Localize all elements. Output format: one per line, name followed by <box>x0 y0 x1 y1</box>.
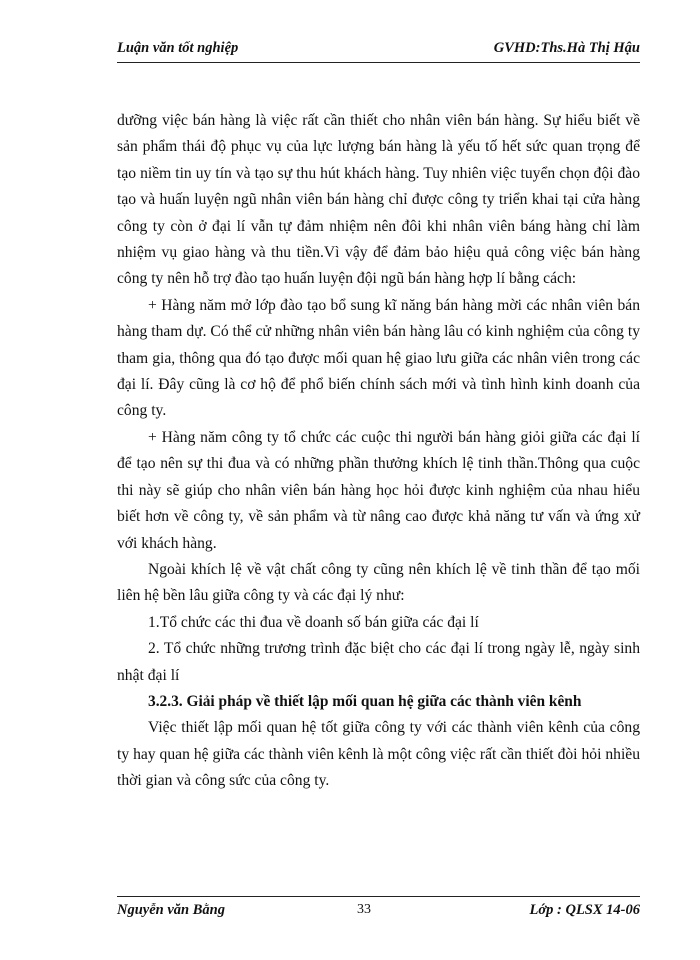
paragraph-channel-relations: Việc thiết lập mối quan hệ tốt giữa công ty với các thành viên kênh của công ty hay quan hệ giữa các thành viên kênh là một công việc rất cần thiết đòi hỏi nhiều thời gian và công sức của công ty. <box>117 719 640 790</box>
page-footer <box>117 896 640 921</box>
section-heading: 3.2.3. Giải pháp về thiết lập mối quan hệ giữa các thành viên kênh <box>148 692 582 710</box>
footer-class: Lớp : QLSX 14-06 <box>529 902 640 918</box>
footer-author: Nguyễn văn Bằng <box>117 902 225 918</box>
list-item-special-programs: 2. Tổ chức những trương trình đặc biệt cho các đại lí trong ngày lễ, ngày sinh nhật đại lí <box>117 640 640 684</box>
page-number: 33 <box>357 902 371 917</box>
paragraph-sales-contest: + Hàng năm công ty tổ chức các cuộc thi người bán hàng giỏi giữa các đại lí để tạo nên sự thi đua và có những phần thưởng khích lệ tinh thần.Thông qua cuộc thi này sẽ giúp cho nhân viên bán hàng học hỏi được kinh nghiệm của nhau hiểu biết hơn về công ty, về sản phẩm và từ nâng cao được khả năng tư vấn và ứng xử với khách hàng. <box>117 428 640 552</box>
list-item-sales-competition: 1.Tổ chức các thi đua về doanh số bán giữa các đại lí <box>148 613 479 631</box>
paragraph-spiritual-incentive: Ngoài khích lệ về vật chất công ty cũng nên khích lệ về tinh thần để tạo mối liên hệ bền lâu giữa công ty và các đại lý như: <box>117 560 640 605</box>
page-header <box>117 40 640 63</box>
page-body <box>117 108 640 795</box>
header-supervisor: GVHD:Ths.Hà Thị Hậu <box>493 40 640 56</box>
header-thesis-title: Luận văn tốt nghiệp <box>117 40 239 56</box>
paragraph-continuation: dưỡng việc bán hàng là việc rất cần thiết cho nhân viên bán hàng. Sự hiểu biết về sản phẩm thái độ phục vụ của lực lượng bán hàng là yếu tố hết sức quan trọng để tạo niềm tin uy tín và tạo sự thu hút khách hàng. Tuy nhiên việc tuyển chọn đội đào tạo và huấn luyện ngũ nhân viên bán hàng chỉ được công ty triển khai tại cửa hàng công ty còn ở đại lí vẫn tự đảm nhiệm nên đôi khi nhân viên báng hàng chỉ làm nhiệm vụ giao hàng và thu tiền.Vì vậy để đảm bảo hiệu quả công việc bán hàng công ty nên hỗ trợ đào tạo huấn luyện đội ngũ bán hàng hợp lí bằng cách: <box>117 112 640 288</box>
paragraph-training-classes: + Hàng năm mở lớp đào tạo bổ sung kĩ năng bán hàng mời các nhân viên bán hàng tham dự. Có thể cử những nhân viên bán hàng lâu có kinh nghiệm của công ty tham gia, thông qua đó tạo được mối quan hệ giao lưu giữa các nhân viên trong các đại lí. Đây cũng là cơ hộ để phổ biến chính sách mới và tình hình kinh doanh của công ty. <box>117 296 640 420</box>
